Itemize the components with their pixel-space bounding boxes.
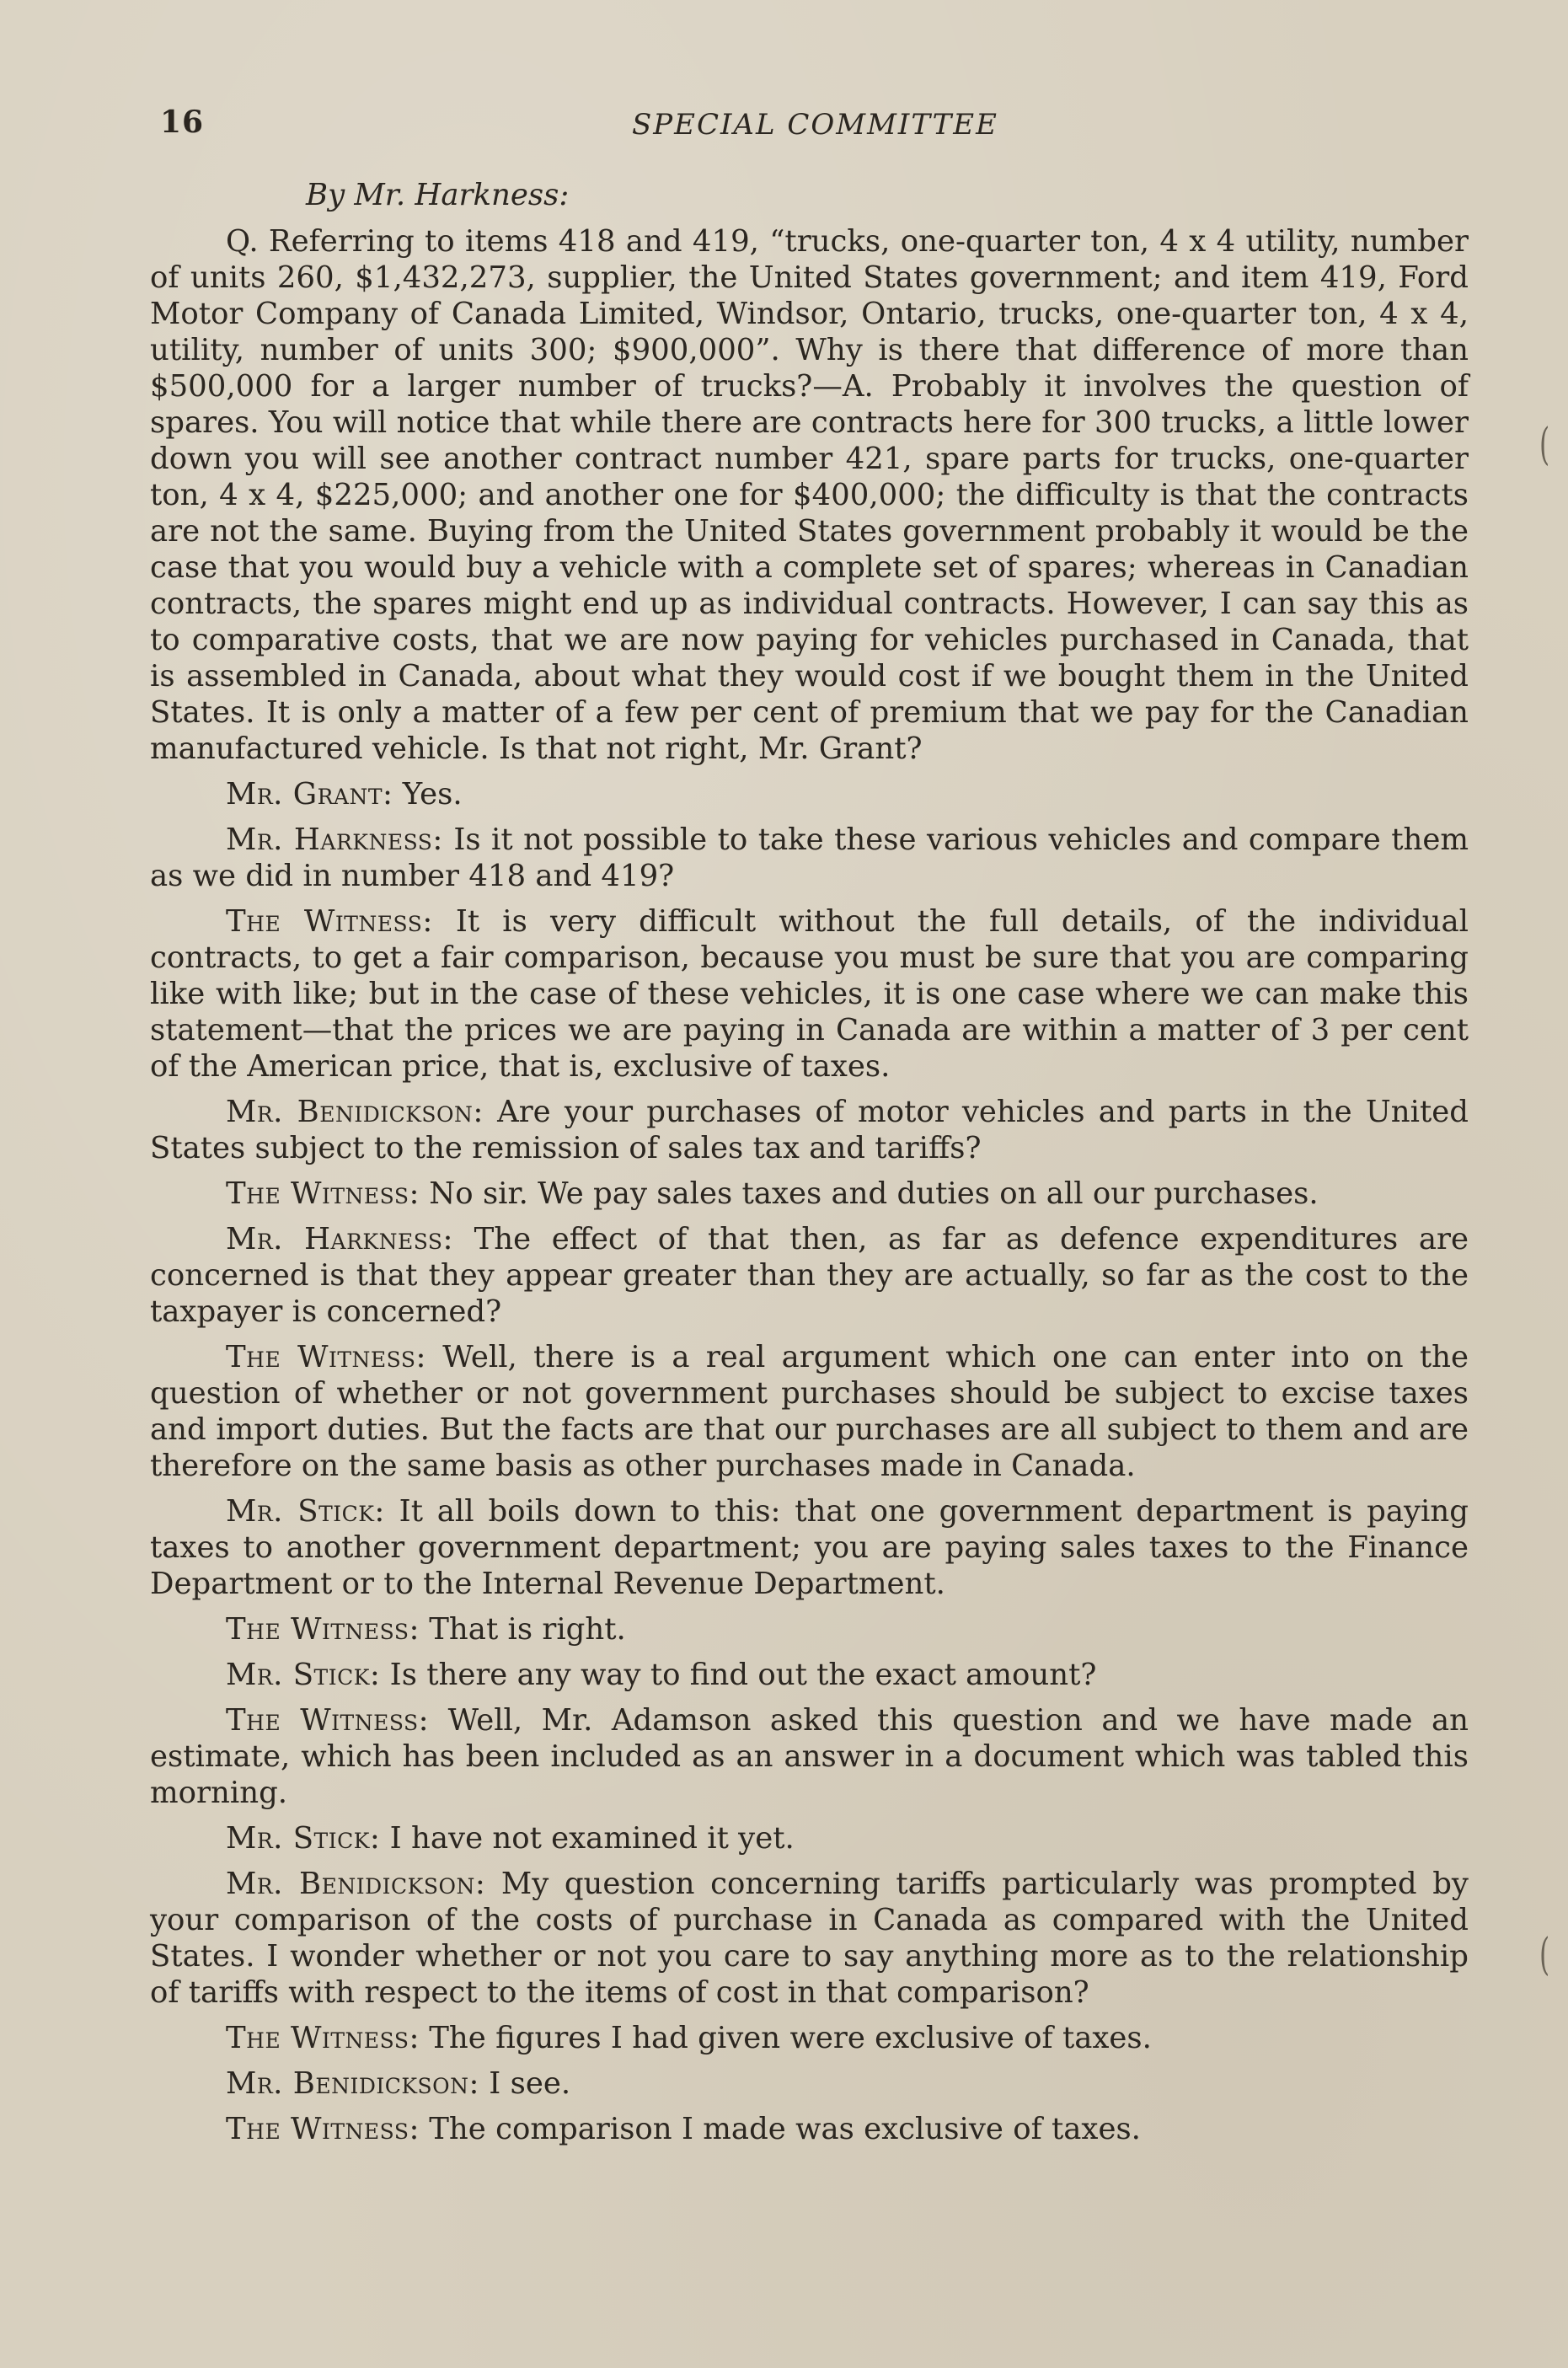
paragraph: [150, 1820, 1469, 1856]
speaker-label: Mr. Stick:: [226, 1821, 381, 1856]
paragraph: [150, 1339, 1469, 1484]
paragraph-text: Well, Mr. Adamson asked this question and we have made an estimate, which has been included as an answer in a document which was tabled this morning.: [150, 1703, 1469, 1810]
speaker-label: The Witness:: [226, 2021, 420, 2055]
speaker-label: The Witness:: [226, 1703, 430, 1738]
speaker-label: The Witness:: [226, 1612, 420, 1647]
paragraph-text: The figures I had given were exclusive of taxes.: [419, 2021, 1152, 2055]
by-line: By Mr. Harkness:: [306, 178, 570, 212]
running-head: SPECIAL COMMITTEE: [632, 108, 998, 142]
paragraph-text: The comparison I made was exclusive of taxes.: [419, 2112, 1141, 2146]
paragraph-text: I see.: [479, 2066, 571, 2101]
speaker-label: The Witness:: [226, 1176, 420, 1211]
paragraph: [150, 1176, 1469, 1212]
speaker-label: Mr. Benidickson:: [226, 2066, 480, 2101]
paragraph: [150, 223, 1469, 767]
paragraph: [150, 1866, 1469, 2011]
paragraph-text: That is right.: [419, 1612, 626, 1647]
paragraph-text: Is it not possible to take these various vehicles and compare them as we did in number 418 and 419?: [150, 822, 1469, 893]
paragraph-text: Q. Referring to items 418 and 419, “trucks, one-quarter ton, 4 x 4 utility, number of units 260, $1,432,273, supplier, the United States government; and item 419, Ford Motor Company of Canada Limited, Windsor, Ontario, trucks, one-quarter ton, 4 x 4, utility, number of units 300; $900,000”. Why is there that difference of more than $500,000 for a larger number of trucks?—A. Probably it involves the question of spares. You will notice that while there are contracts here for 300 trucks, a little lower down you will see another contract number 421, spare parts for trucks, one-quarter ton, 4 x 4, $225,000; and another one for $400,000; the difficulty is that the contracts are not the same. Buying from the United States government probably it would be the case that you would buy a vehicle with a complete set of spares; whereas in Canadian contracts, the spares might end up as individual contracts. However, I can say this as to comparative costs, that we are now paying for vehicles purchased in Canada, that is assembled in Canada, about what they would cost if we bought them in the United States. It is only a matter of a few per cent of premium that we pay for the Canadian manufactured vehicle. Is that not right, Mr. Grant?: [150, 224, 1469, 766]
paragraph-text: Are your purchases of motor vehicles and parts in the United States subject to the remission of sales tax and tariffs?: [150, 1095, 1469, 1165]
speaker-label: Mr. Harkness:: [226, 822, 443, 857]
paragraph-text: My question concerning tariffs particularly was prompted by your comparison of the costs of purchase in Canada as compared with the United States. I wonder whether or not you care to say anything more as to the relationship of tariffs with respect to the items of cost in that comparison?: [150, 1867, 1469, 2010]
paragraph: [150, 2065, 1469, 2102]
paragraph-text: The effect of that then, as far as defence expenditures are concerned is that they appear greater than they are actually, so far as the cost to the taxpayer is concerned?: [150, 1222, 1469, 1329]
paragraph: [150, 1657, 1469, 1693]
speaker-label: The Witness:: [226, 904, 433, 939]
paragraph: [150, 1094, 1469, 1166]
paragraph-text: No sir. We pay sales taxes and duties on all our purchases.: [419, 1176, 1319, 1211]
speaker-label: The Witness:: [226, 2112, 420, 2146]
margin-bracket-mark: (: [1539, 1930, 1549, 1980]
paragraph: [150, 2111, 1469, 2147]
paragraph-text: Well, there is a real argument which one can enter into on the question of whether or not government purchases should be subject to excise taxes and import duties. But the facts are that our purchases are all subject to them and are therefore on the same basis as other purchases made in Canada.: [150, 1340, 1469, 1483]
speaker-label: Mr. Grant:: [226, 777, 393, 812]
paragraph-text: Yes.: [393, 777, 463, 812]
page-header: [160, 104, 1474, 147]
paragraph: [150, 903, 1469, 1085]
paragraph-text: It is very difficult without the full details, of the individual contracts, to get a fair comparison, because you must be sure that you are comparing like with like; but in the case of these vehicles, it is one case where we can make this statement—that the prices we are paying in Canada are within a matter of 3 per cent of the American price, that is, exclusive of taxes.: [150, 904, 1469, 1084]
paragraph: [150, 1702, 1469, 1811]
paragraph: [150, 1493, 1469, 1602]
transcript-body: [150, 177, 1469, 2156]
paragraph: [150, 1611, 1469, 1647]
speaker-label: Mr. Benidickson:: [226, 1095, 484, 1129]
paragraph-text: I have not examined it yet.: [380, 1821, 795, 1856]
paragraph: [150, 1221, 1469, 1330]
paragraph-text: It all boils down to this: that one government department is paying taxes to another government department; you are paying sales taxes to the Finance Department or to the Internal Revenue Department.: [150, 1494, 1469, 1601]
page-number: 16: [160, 104, 205, 140]
margin-bracket-mark: (: [1539, 420, 1549, 470]
speaker-label: Mr. Benidickson:: [226, 1867, 486, 1901]
speaker-label: Mr. Stick:: [226, 1494, 385, 1529]
paragraph: [150, 776, 1469, 812]
speaker-label: Mr. Harkness:: [226, 1222, 453, 1256]
speaker-label: The Witness:: [226, 1340, 426, 1374]
speaker-label: Mr. Stick:: [226, 1658, 381, 1692]
paragraph: [150, 2020, 1469, 2056]
paragraph: [150, 822, 1469, 894]
paragraph-text: Is there any way to find out the exact amount?: [380, 1658, 1097, 1692]
